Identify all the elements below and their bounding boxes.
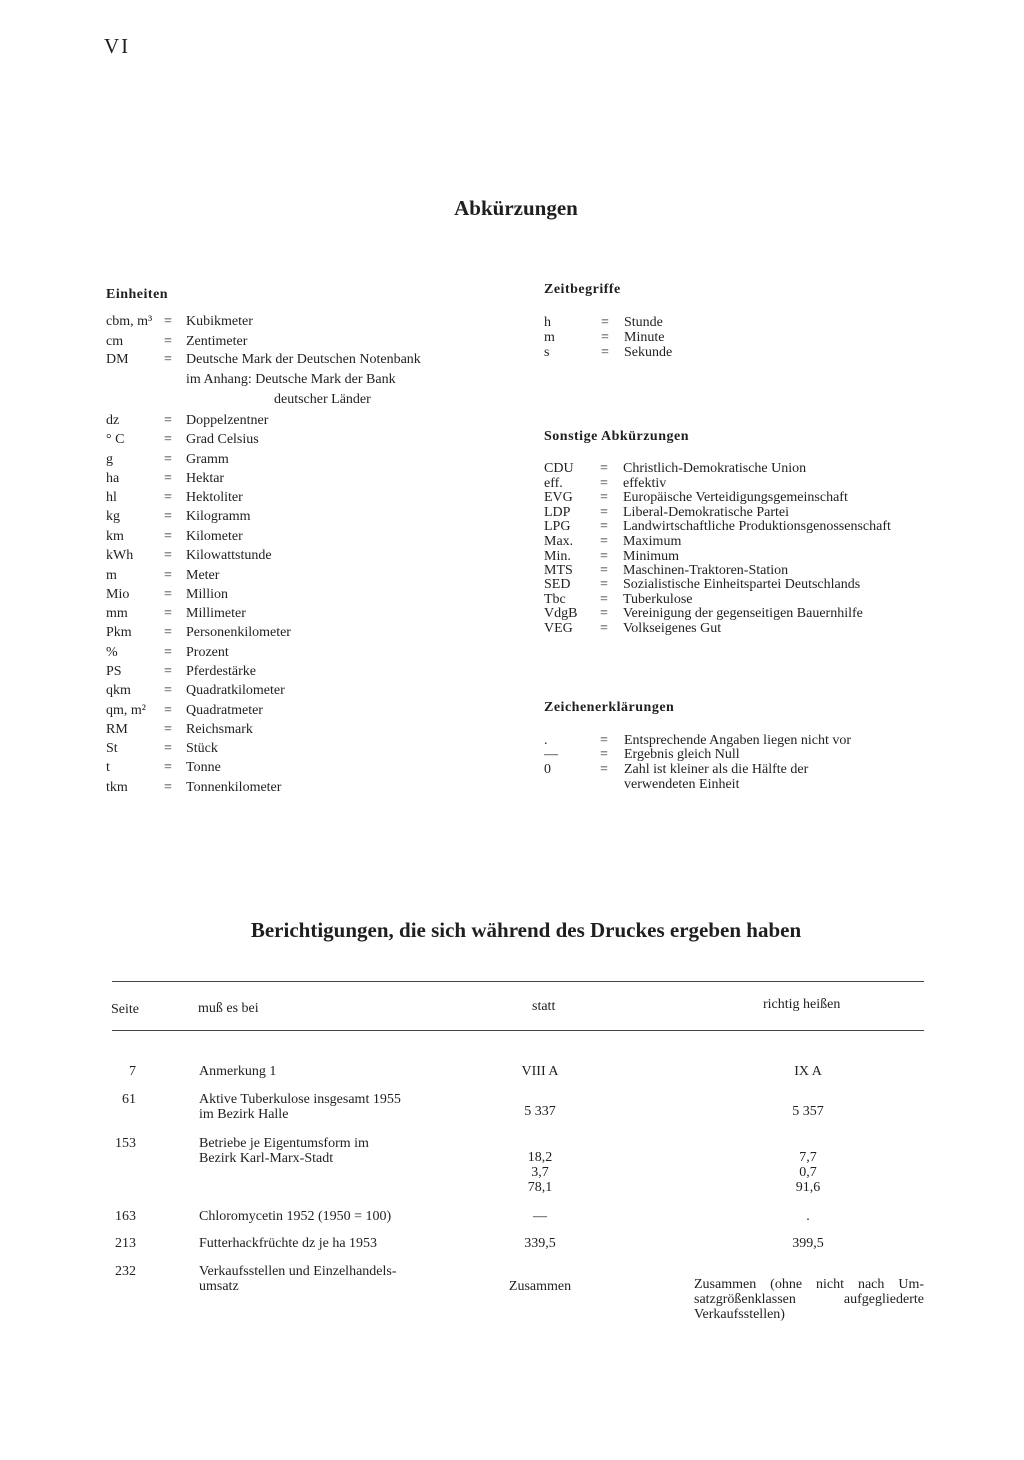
abbr-definition: Entsprechende Angaben liegen nicht vor [624,733,852,748]
equals-sign: = [164,509,172,524]
header-page: Seite [111,1002,139,1017]
abbr-term: ° C [106,432,125,447]
abbr-term: tkm [106,780,128,795]
abbr-term: g [106,452,113,467]
abbr-definition: Zentimeter [186,334,248,349]
abbr-term: RM [106,722,128,737]
abbr-term: kg [106,509,120,524]
equals-sign: = [600,563,608,578]
abbr-definition: Liberal-Demokratische Partei [623,505,789,520]
header-where: muß es bei [198,1001,259,1016]
abbr-term: m [544,330,555,345]
abbr-term: DM [106,352,129,367]
equals-sign: = [600,549,608,564]
table-top-rule [112,981,924,982]
abbr-definition: Quadratmeter [186,703,263,718]
table-cell-where: Chloromycetin 1952 (1950 = 100) [199,1209,392,1224]
equals-sign: = [164,314,172,329]
abbr-definition-cont: verwendeten Einheit [624,777,740,792]
table-cell-new: 91,6 [795,1180,821,1195]
abbr-term: hl [106,490,117,505]
abbr-definition: Stunde [624,315,663,330]
equals-sign: = [164,548,172,563]
abbr-definition: Christlich-Demokratische Union [623,461,807,476]
abbr-term: St [106,741,118,756]
abbr-term: — [544,747,558,762]
equals-sign: = [601,345,609,360]
abbr-definition: Landwirtschaftliche Produktionsgenossenschaft [623,519,891,534]
abbr-term: m [106,568,117,583]
equals-sign: = [164,741,172,756]
abbr-term: mm [106,606,128,621]
abbr-definition: Millimeter [186,606,246,621]
abbr-term: qkm [106,683,131,698]
equals-sign: = [164,490,172,505]
table-cell-where: Anmerkung 1 [199,1064,277,1079]
abbr-term: dz [106,413,120,428]
abbr-definition: Grad Celsius [186,432,259,447]
abbr-definition: Maschinen-Traktoren-Station [623,563,789,578]
abbr-definition: Prozent [186,645,229,660]
abbr-definition: Tonne [186,760,221,775]
time-heading: Zeitbegriffe [544,282,621,297]
equals-sign: = [600,490,608,505]
equals-sign: = [164,587,172,602]
equals-sign: = [164,413,172,428]
table-cell-where: Verkaufsstellen und Einzelhandels- [199,1264,397,1279]
abbr-definition: Zahl ist kleiner als die Hälfte der [624,762,809,777]
abbr-term: kWh [106,548,134,563]
header-new: richtig heißen [763,997,841,1012]
table-cell-old: 78,1 [527,1180,553,1195]
equals-sign: = [600,762,608,777]
abbr-term: LPG [544,519,571,534]
table-cell-new: 7,7 [799,1150,817,1165]
table-cell-page: 232 [115,1264,136,1279]
table-cell-old: 18,2 [527,1150,553,1165]
abbr-definition: Deutsche Mark der Deutschen Notenbank [186,352,421,367]
table-cell-where: umsatz [199,1279,239,1294]
abbr-term: PS [106,664,122,679]
abbr-term: ha [106,471,120,486]
abbr-definition: Doppelzentner [186,413,269,428]
table-header-rule [112,1030,924,1031]
table-cell-old: 3,7 [531,1165,549,1180]
abbr-definition: Ergebnis gleich Null [624,747,740,762]
table-cell-where: Bezirk Karl-Marx-Stadt [199,1151,334,1166]
page-title: Abkürzungen [454,196,578,220]
abbr-definition: Tuberkulose [623,592,693,607]
equals-sign: = [601,330,609,345]
table-cell-new: 0,7 [799,1165,817,1180]
table-cell-where: Futterhackfrüchte dz je ha 1953 [199,1236,378,1251]
equals-sign: = [600,577,608,592]
equals-sign: = [164,452,172,467]
equals-sign: = [164,352,172,367]
abbr-term: EVG [544,490,573,505]
table-cell-new: satzgrößenklassen aufgegliederte [694,1292,924,1307]
abbr-definition: Meter [186,568,220,583]
table-cell-new: 399,5 [792,1236,824,1251]
equals-sign: = [164,683,172,698]
equals-sign: = [164,780,172,795]
equals-sign: = [600,747,608,762]
abbr-term: Max. [544,534,574,549]
equals-sign: = [164,432,172,447]
abbr-term: Tbc [544,592,566,607]
table-cell-new: IX A [794,1064,822,1079]
equals-sign: = [164,722,172,737]
equals-sign: = [164,529,172,544]
abbr-definition: Pferdestärke [186,664,256,679]
table-cell-new: Zusammen (ohne nicht nach Um- [694,1277,924,1292]
abbr-definition: Kubikmeter [186,314,253,329]
abbr-definition: Kilometer [186,529,243,544]
abbr-term: Mio [106,587,130,602]
equals-sign: = [164,760,172,775]
abbr-term: % [106,645,118,660]
units-heading: Einheiten [106,287,169,302]
signs-heading: Zeichenerklärungen [544,700,675,715]
equals-sign: = [164,664,172,679]
equals-sign: = [600,534,608,549]
abbr-definition: Maximum [623,534,682,549]
abbr-term: CDU [544,461,574,476]
abbr-term: cm [106,334,124,349]
table-cell-old: Zusammen [508,1279,572,1294]
equals-sign: = [164,645,172,660]
equals-sign: = [600,476,608,491]
abbr-term: Min. [544,549,571,564]
equals-sign: = [164,568,172,583]
table-cell-page: 61 [122,1092,136,1107]
equals-sign: = [164,703,172,718]
equals-sign: = [600,592,608,607]
abbr-definition: Personenkilometer [186,625,291,640]
equals-sign: = [164,334,172,349]
abbr-term: 0 [544,762,551,777]
table-cell-page: 213 [115,1236,136,1251]
abbr-definition: Gramm [186,452,229,467]
abbr-term: qm, m² [106,703,146,718]
abbr-definition-cont: deutscher Länder [274,392,371,407]
abbr-definition: Hektar [186,471,225,486]
equals-sign: = [600,461,608,476]
equals-sign: = [164,625,172,640]
header-old: statt [532,999,556,1014]
abbr-definition: Vereinigung der gegenseitigen Bauernhilfe [623,606,863,621]
table-cell-old: 339,5 [524,1236,556,1251]
abbr-term: eff. [544,476,563,491]
table-cell-new: Verkaufsstellen) [694,1307,785,1322]
abbr-term: h [544,315,551,330]
abbr-definition: Kilogramm [186,509,251,524]
table-cell-where: im Bezirk Halle [199,1107,289,1122]
equals-sign: = [164,471,172,486]
table-cell-page: 7 [129,1064,136,1079]
table-cell-old: — [533,1209,547,1224]
abbr-term: Pkm [106,625,132,640]
abbr-definition: Quadratkilometer [186,683,285,698]
table-cell-where: Betriebe je Eigentumsform im [199,1136,369,1151]
abbr-term: SED [544,577,571,592]
abbr-term: VdgB [544,606,578,621]
abbr-term: LDP [544,505,571,520]
abbr-definition: Volkseigenes Gut [623,621,722,636]
other-heading: Sonstige Abkürzungen [544,429,689,444]
table-cell-new: . [806,1209,810,1224]
abbr-definition: effektiv [623,476,667,491]
equals-sign: = [601,315,609,330]
abbr-term: MTS [544,563,573,578]
corrections-title: Berichtigungen, die sich während des Druckes ergeben haben [250,918,802,942]
abbr-term: s [544,345,550,360]
equals-sign: = [600,519,608,534]
abbr-term: VEG [544,621,573,636]
equals-sign: = [600,606,608,621]
abbr-definition: Reichsmark [186,722,253,737]
abbr-term: cbm, m³ [106,314,153,329]
equals-sign: = [600,505,608,520]
page-number: VI [104,34,131,58]
table-cell-new: 5 357 [792,1104,824,1119]
table-cell-page: 163 [115,1209,136,1224]
abbr-definition: Minute [624,330,665,345]
abbr-definition: Sozialistische Einheitspartei Deutschlands [623,577,861,592]
equals-sign: = [600,621,608,636]
equals-sign: = [600,733,608,748]
abbr-definition: Europäische Verteidigungsgemeinschaft [623,490,848,505]
abbr-term: km [106,529,124,544]
abbr-definition: Tonnenkilometer [186,780,282,795]
abbr-definition: Sekunde [624,345,673,360]
table-cell-old: 5 337 [524,1104,556,1119]
abbr-term: t [106,760,110,775]
abbr-definition: Kilowattstunde [186,548,272,563]
table-cell-page: 153 [115,1136,136,1151]
table-cell-where: Aktive Tuberkulose insgesamt 1955 [199,1092,401,1107]
abbr-term: . [544,733,548,748]
abbr-definition: Stück [186,741,218,756]
table-cell-old: VIII A [521,1064,559,1079]
abbr-definition: Minimum [623,549,680,564]
abbr-definition-cont: im Anhang: Deutsche Mark der Bank [186,372,396,387]
equals-sign: = [164,606,172,621]
abbr-definition: Million [186,587,229,602]
abbr-definition: Hektoliter [186,490,243,505]
